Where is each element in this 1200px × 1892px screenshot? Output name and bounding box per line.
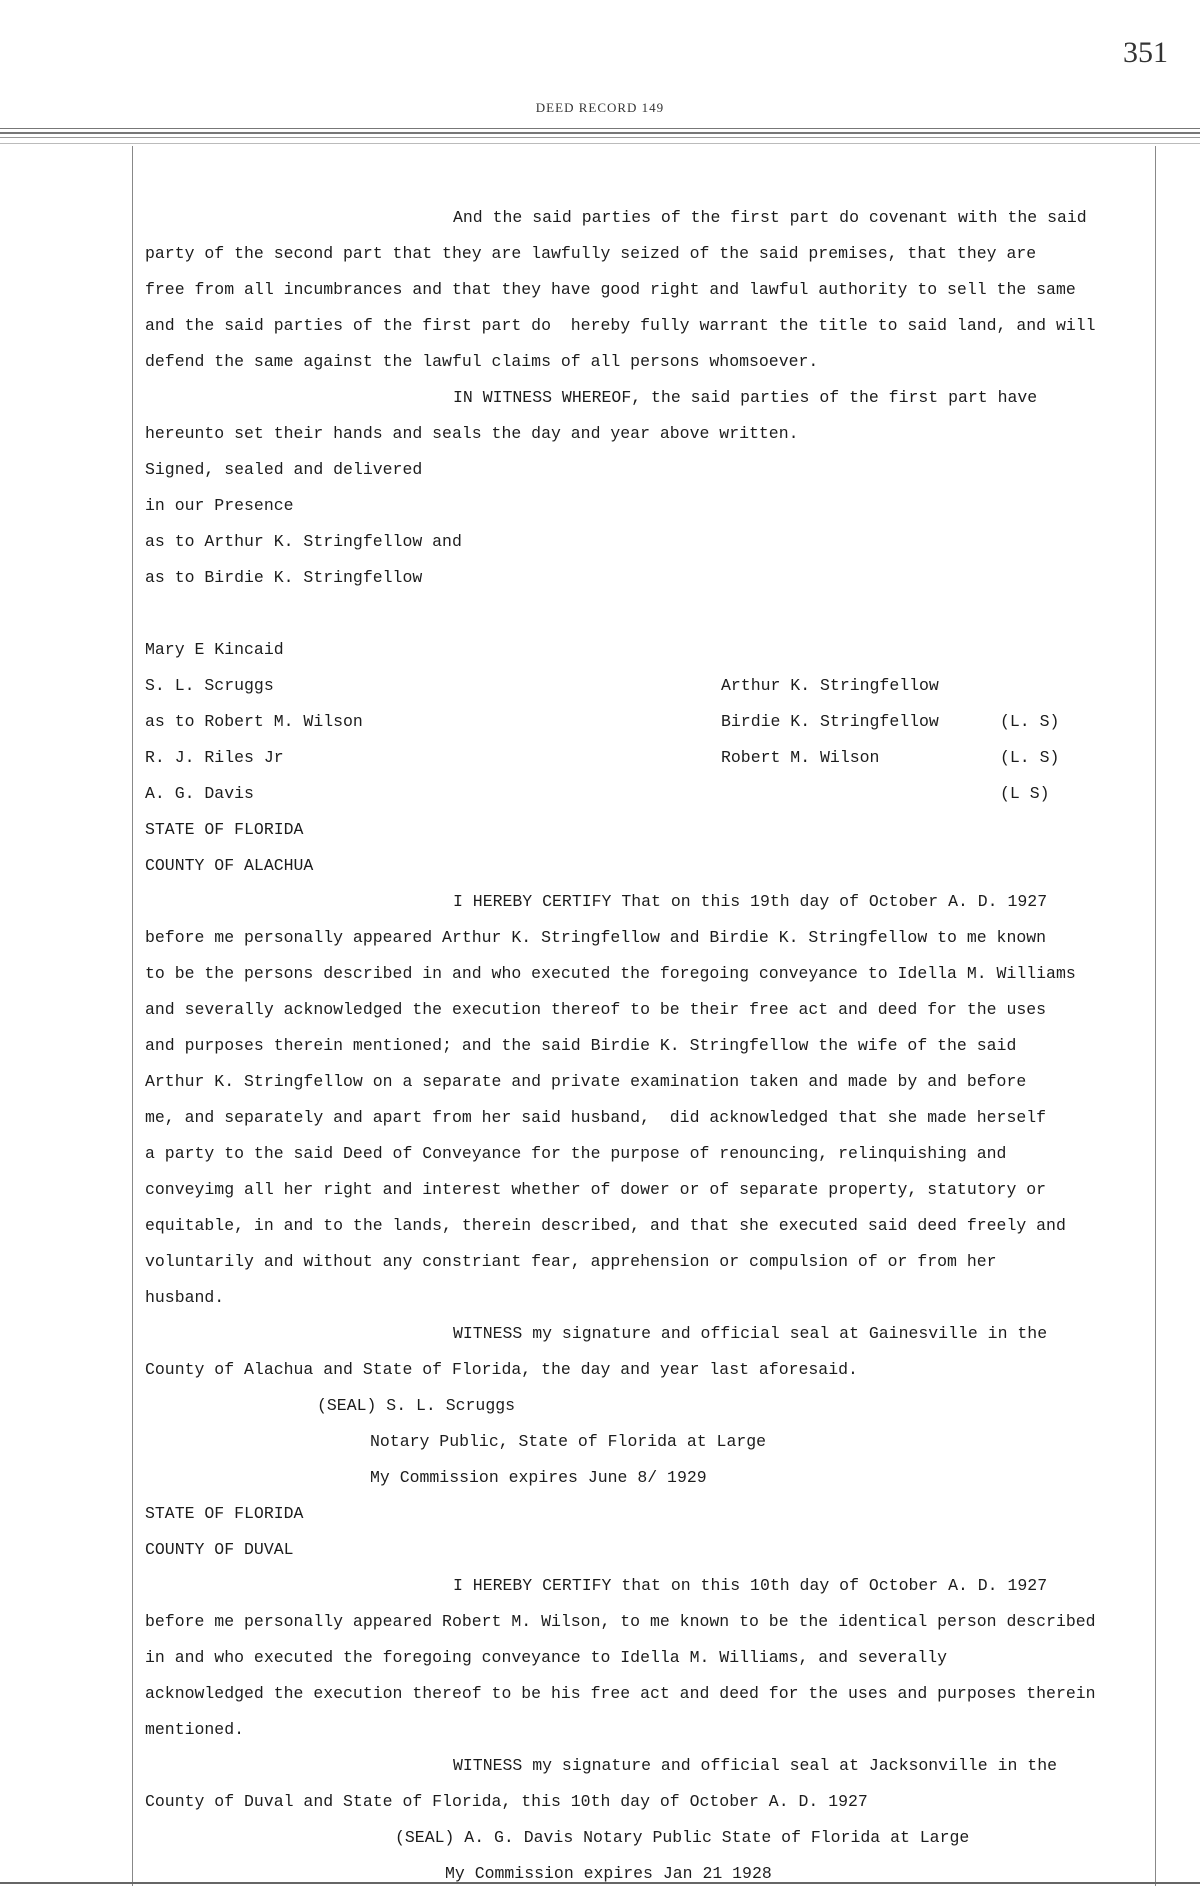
text-line: County of Alachua and State of Florida, the day and year last aforesaid. [145,1360,858,1379]
header-rule [0,143,1200,144]
text-line: a party to the said Deed of Conveyance for the purpose of renouncing, relinquishing and [145,1144,1007,1163]
text-line: mentioned. [145,1720,245,1739]
notary-block-1 [145,1388,1165,1496]
notary-title-line: Notary Public, State of Florida at Large [370,1432,767,1451]
text-line: Arthur K. Stringfellow on a separate and private examination taken and made by and before [145,1072,1027,1091]
witness-name: A. G. Davis [145,784,254,803]
venue-duval [145,1496,1165,1568]
witness-name: Mary E Kincaid [145,640,284,659]
text-line: as to Birdie K. Stringfellow [145,568,423,587]
record-title: DEED RECORD 149 [535,100,665,115]
header-rule [0,128,1200,129]
witness-name: S. L. Scruggs [145,676,274,695]
text-line: voluntarily and without any constriant fear, apprehension or compulsion of or from her [145,1252,997,1271]
text-line: IN WITNESS WHEREOF, the said parties of the first part have [453,388,1038,407]
grantor-signature: Robert M. Wilson [721,748,880,767]
text-line: defend the same against the lawful claims of all persons whomsoever. [145,352,819,371]
text-line: in our Presence [145,496,294,515]
witness-signature-duval [145,1748,1165,1820]
witness-name: R. J. Riles Jr [145,748,284,767]
text-line: WITNESS my signature and official seal at Gainesville in the [453,1324,1048,1343]
venue-state: STATE OF FLORIDA [145,820,304,839]
venue-county: COUNTY OF ALACHUA [145,856,314,875]
venue-state: STATE OF FLORIDA [145,1504,304,1523]
seal-mark: (L. S) [1000,712,1060,731]
notary-seal-line: (SEAL) S. L. Scruggs [317,1396,516,1415]
text-line: me, and separately and apart from her said husband, did acknowledged that she made herself [145,1108,1047,1127]
certificate-duval [145,1568,1165,1748]
page-number: 351 [1123,36,1168,69]
text-line: I HEREBY CERTIFY That on this 19th day of October A. D. 1927 [453,892,1048,911]
covenant-paragraph [145,200,1165,380]
text-line: before me personally appeared Arthur K. Stringfellow and Birdie K. Stringfellow to me known [145,928,1047,947]
text-line: as to Arthur K. Stringfellow and [145,532,462,551]
text-line: party of the second part that they are lawfully seized of the said premises, that they are [145,244,1037,263]
witness-clause [145,380,1165,452]
witness-signature-alachua [145,1316,1165,1388]
text-line: equitable, in and to the lands, therein described, and that she executed said deed freely and [145,1216,1066,1235]
venue-alachua [145,812,1165,884]
text-line: before me personally appeared Robert M. Wilson, to me known to be the identical person described [145,1612,1096,1631]
commission-expiry: My Commission expires Jan 21 1928 [445,1864,772,1883]
grantor-signature: Arthur K. Stringfellow [721,676,939,695]
text-line: WITNESS my signature and official seal at Jacksonville in the [453,1756,1057,1775]
grantor-signature: Birdie K. Stringfellow [721,712,939,731]
text-line: acknowledged the execution thereof to be his free act and deed for the uses and purposes therein [145,1684,1096,1703]
header-rule [0,137,1200,138]
text-line: hereunto set their hands and seals the day and year above written. [145,424,799,443]
seal-mark: (L S) [1000,784,1050,803]
certificate-alachua [145,884,1165,1316]
header-rule [0,132,1200,134]
text-line: Signed, sealed and delivered [145,460,423,479]
venue-county: COUNTY OF DUVAL [145,1540,294,1559]
text-line: as to Robert M. Wilson [145,712,363,731]
notary-block-2 [145,1820,1165,1892]
text-line: and the said parties of the first part do hereby fully warrant the title to said land, and will [145,316,1096,335]
notary-seal-line: (SEAL) A. G. Davis Notary Public State of Florida at Large [395,1828,970,1847]
text-line: in and who executed the foregoing conveyance to Idella M. Williams, and severally [145,1648,948,1667]
text-line: free from all incumbrances and that they have good right and lawful authority to sell the same [145,280,1076,299]
text-line: and severally acknowledged the execution thereof to be their free act and deed for the uses [145,1000,1047,1019]
text-line: and purposes therein mentioned; and the said Birdie K. Stringfellow the wife of the said [145,1036,1017,1055]
seal-mark: (L. S) [1000,748,1060,767]
text-line: husband. [145,1288,225,1307]
text-line: And the said parties of the first part do covenant with the said [453,208,1087,227]
text-line: to be the persons described in and who executed the foregoing conveyance to Idella M. Williams [145,964,1076,983]
text-line: conveyimg all her right and interest whether of dower or of separate property, statutory or [145,1180,1047,1199]
commission-expiry: My Commission expires June 8/ 1929 [370,1468,707,1487]
signed-block [145,452,1165,596]
left-margin-line [132,146,133,1886]
text-line: County of Duval and State of Florida, this 10th day of October A. D. 1927 [145,1792,868,1811]
text-line: I HEREBY CERTIFY that on this 10th day of October A. D. 1927 [453,1576,1048,1595]
deed-body [145,200,1165,1892]
